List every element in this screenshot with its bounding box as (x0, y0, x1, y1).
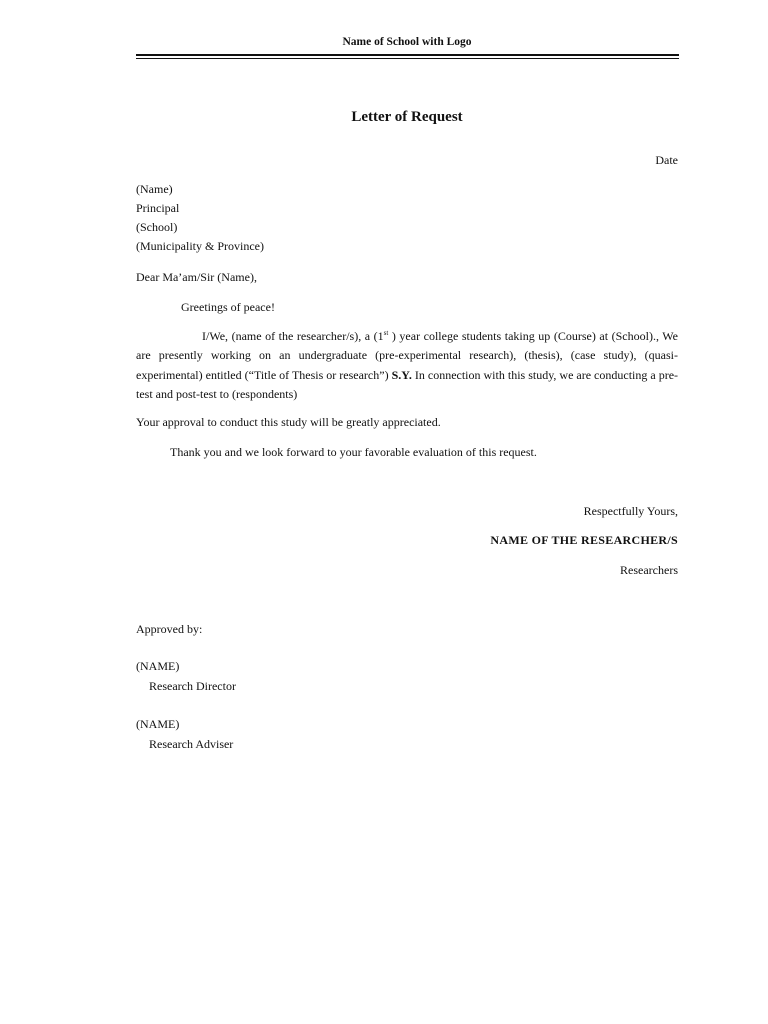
complimentary-close: Respectfully Yours, (583, 504, 678, 518)
approved-by-label: Approved by: (136, 622, 203, 636)
salutation: Dear Ma’am/Sir (Name), (136, 270, 257, 284)
greeting: Greetings of peace! (181, 300, 275, 314)
recipient-name: (Name) (136, 182, 173, 196)
approver-name: (NAME) (136, 717, 180, 731)
body-text-part2: ) year college students taking up (Course) at (School)., We are presently working on an undergraduate (pre-experimental research), (thesis), (case study), (quasi-experimental) entitled (“Title of Thesis or research”) (136, 329, 678, 382)
researcher-role: Researchers (620, 563, 678, 577)
header-rule (136, 54, 679, 56)
date-label: Date (655, 153, 678, 167)
body-paragraph (136, 327, 678, 404)
thanks-line: Thank you and we look forward to your favorable evaluation of this request. (170, 445, 537, 459)
recipient-address: (Municipality & Province) (136, 239, 264, 253)
approver-name: (NAME) (136, 659, 180, 673)
ordinal-superscript: st (383, 329, 389, 337)
recipient-school: (School) (136, 220, 178, 234)
school-year-label: S.Y. (391, 367, 412, 382)
body-text-part1: I/We, (name of the researcher/s), a (1 (202, 329, 384, 343)
approval-line: Your approval to conduct this study will be greatly appreciated. (136, 415, 441, 429)
researcher-name: NAME OF THE RESEARCHER/S (490, 533, 678, 547)
letter-title: Letter of Request (351, 109, 463, 125)
header-rule-thin (136, 58, 679, 59)
body-text-part3: In connection with this study, we are conducting a pre-test and post-test to (respondents) (136, 367, 679, 401)
approver-role: Research Director (149, 679, 236, 693)
school-header: Name of School with Logo (342, 36, 472, 48)
recipient-position: Principal (136, 201, 180, 215)
approver-role: Research Adviser (149, 737, 234, 751)
